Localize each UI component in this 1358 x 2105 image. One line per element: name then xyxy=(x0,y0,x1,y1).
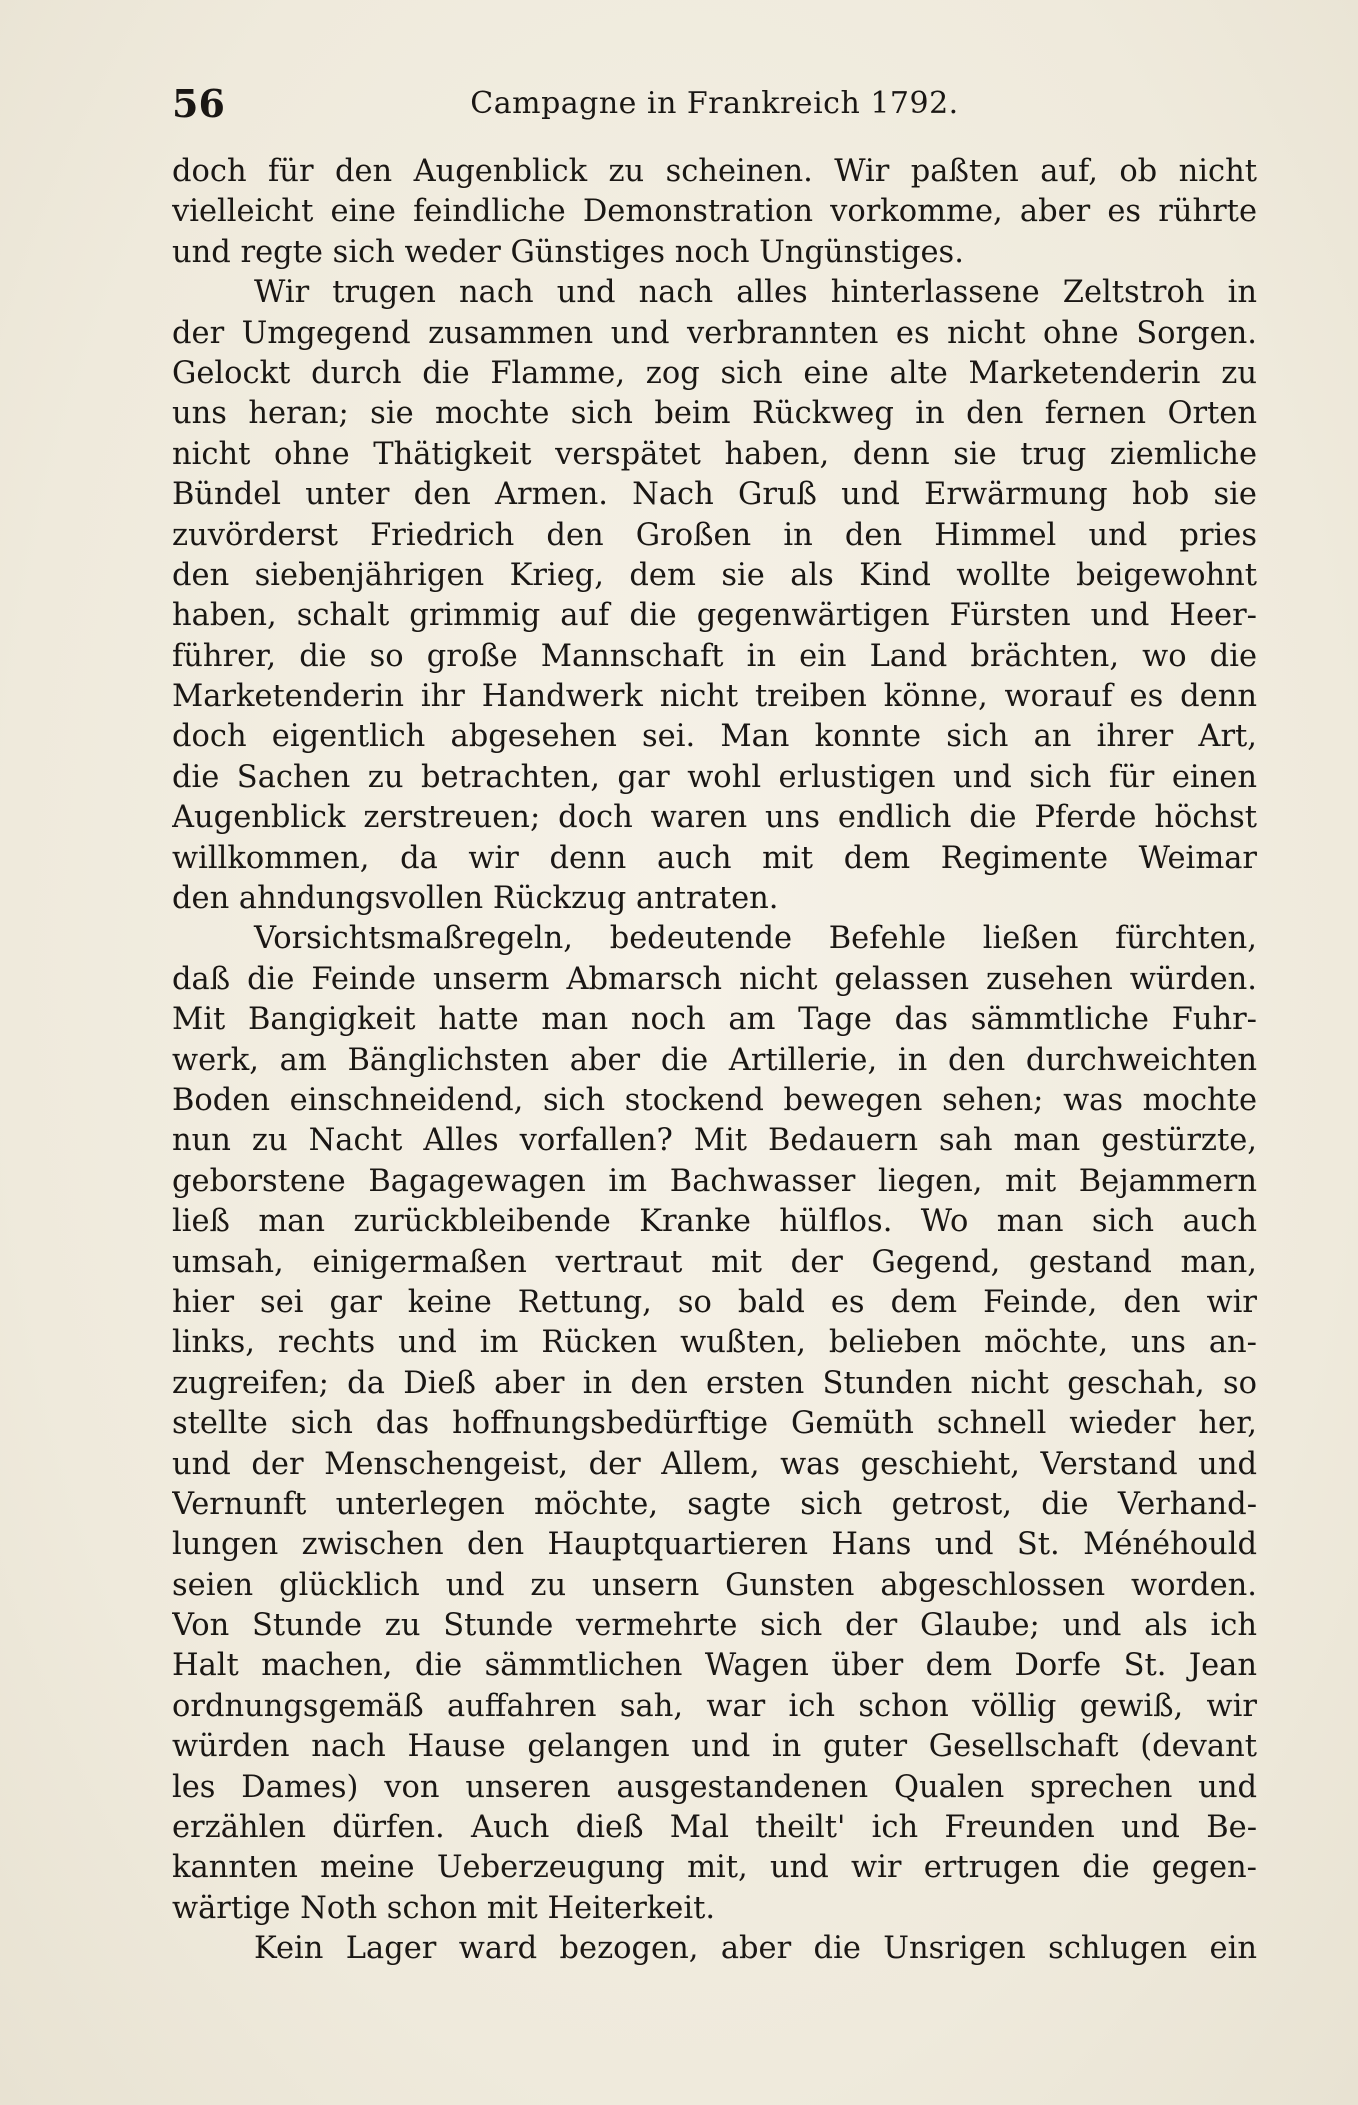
text-line: die Sachen zu betrachten, gar wohl erlustigen und sich für einen xyxy=(172,759,1257,795)
text-line: Boden einschneidend, sich stockend bewegen sehen; was mochte xyxy=(172,1082,1257,1118)
text-line: nicht ohne Thätigkeit verspätet haben, denn sie trug ziemliche xyxy=(172,436,1257,472)
page-number: 56 xyxy=(172,81,225,126)
text-line: doch eigentlich abgesehen sei. Man konnte sich an ihrer Art, xyxy=(172,719,1257,755)
text-line: Vernunft unterlegen möchte, sagte sich getrost, die Verhand- xyxy=(172,1486,1257,1522)
text-line: willkommen, da wir denn auch mit dem Regimente Weimar xyxy=(172,840,1257,876)
text-line: Marketenderin ihr Handwerk nicht treiben könne, worauf es denn xyxy=(172,679,1257,715)
text-line: links, rechts und im Rücken wußten, belieben möchte, uns an- xyxy=(172,1325,1257,1361)
text-line: Kein Lager ward bezogen, aber die Unsrigen schlugen ein xyxy=(254,1931,1257,1967)
text-line: den ahndungsvollen Rückzug antraten. xyxy=(172,881,779,917)
text-line: haben, schalt grimmig auf die gegenwärtigen Fürsten und Heer- xyxy=(172,598,1257,634)
text-line: seien glücklich und zu unsern Gunsten abgeschlossen worden. xyxy=(172,1567,1257,1603)
text-line: ordnungsgemäß auffahren sah, war ich schon völlig gewiß, wir xyxy=(172,1688,1257,1724)
text-line: les Dames) von unseren ausgestandenen Qualen sprechen und xyxy=(172,1769,1257,1805)
text-line: stellte sich das hoffnungsbedürftige Gemüth schnell wieder her, xyxy=(172,1406,1257,1442)
text-line: würden nach Hause gelangen und in guter Gesellschaft (devant xyxy=(172,1729,1257,1765)
text-line: hier sei gar keine Rettung, so bald es dem Feinde, den wir xyxy=(172,1284,1257,1320)
text-line: Vorsichtsmaßregeln, bedeutende Befehle ließen fürchten, xyxy=(254,921,1257,957)
text-line: Augenblick zerstreuen; doch waren uns endlich die Pferde höchst xyxy=(172,800,1257,836)
text-line: und regte sich weder Günstiges noch Ungünstiges. xyxy=(172,234,964,270)
text-line: uns heran; sie mochte sich beim Rückweg in den fernen Orten xyxy=(172,396,1257,432)
text-line: Bündel unter den Armen. Nach Gruß und Erwärmung hob sie xyxy=(172,477,1257,513)
text-line: führer, die so große Mannschaft in ein Land brächten, wo die xyxy=(172,638,1257,674)
text-line: daß die Feinde unserm Abmarsch nicht gelassen zusehen würden. xyxy=(172,961,1257,997)
text-line: zugreifen; da Dieß aber in den ersten Stunden nicht geschah, so xyxy=(172,1365,1257,1401)
text-line: zuvörderst Friedrich den Großen in den Himmel und pries xyxy=(172,517,1257,553)
text-line: geborstene Bagagewagen im Bachwasser liegen, mit Bejammern xyxy=(172,1163,1257,1199)
text-line: doch für den Augenblick zu scheinen. Wir paßten auf, ob nicht xyxy=(172,154,1257,189)
body-text xyxy=(172,152,1257,1970)
running-head: Campagne in Frankreich 1792. xyxy=(470,86,959,121)
text-line: kannten meine Ueberzeugung mit, und wir ertrugen die gegen- xyxy=(172,1850,1257,1886)
text-line: der Umgegend zusammen und verbrannten es nicht ohne Sorgen. xyxy=(172,315,1257,351)
text-line: Von Stunde zu Stunde vermehrte sich der Glaube; und als ich xyxy=(172,1608,1257,1644)
text-line: nun zu Nacht Alles vorfallen? Mit Bedauern sah man gestürzte, xyxy=(172,1123,1257,1159)
text-line: lungen zwischen den Hauptquartieren Hans und St. Ménéhould xyxy=(172,1527,1257,1563)
text-line: umsah, einigermaßen vertraut mit der Gegend, gestand man, xyxy=(172,1244,1257,1280)
text-line: wärtige Noth schon mit Heiterkeit. xyxy=(172,1890,716,1926)
text-line: Gelockt durch die Flamme, zog sich eine alte Marketenderin zu xyxy=(172,355,1257,391)
text-line: Halt machen, die sämmtlichen Wagen über dem Dorfe St. Jean xyxy=(172,1648,1257,1684)
text-line: den siebenjährigen Krieg, dem sie als Kind wollte beigewohnt xyxy=(172,557,1257,593)
text-line: und der Menschengeist, der Allem, was geschieht, Verstand und xyxy=(172,1446,1257,1482)
text-line: erzählen dürfen. Auch dieß Mal theilt' ich Freunden und Be- xyxy=(172,1810,1257,1846)
text-line: werk, am Bänglichsten aber die Artillerie, in den durchweichten xyxy=(172,1042,1257,1078)
text-line: ließ man zurückbleibende Kranke hülflos. Wo man sich auch xyxy=(172,1204,1257,1240)
page-header xyxy=(172,80,1257,128)
text-line: Mit Bangigkeit hatte man noch am Tage das sämmtliche Fuhr- xyxy=(172,1002,1257,1038)
text-line: Wir trugen nach und nach alles hinterlassene Zeltstroh in xyxy=(254,275,1257,311)
text-line: vielleicht eine feindliche Demonstration vorkomme, aber es rührte xyxy=(172,194,1257,230)
